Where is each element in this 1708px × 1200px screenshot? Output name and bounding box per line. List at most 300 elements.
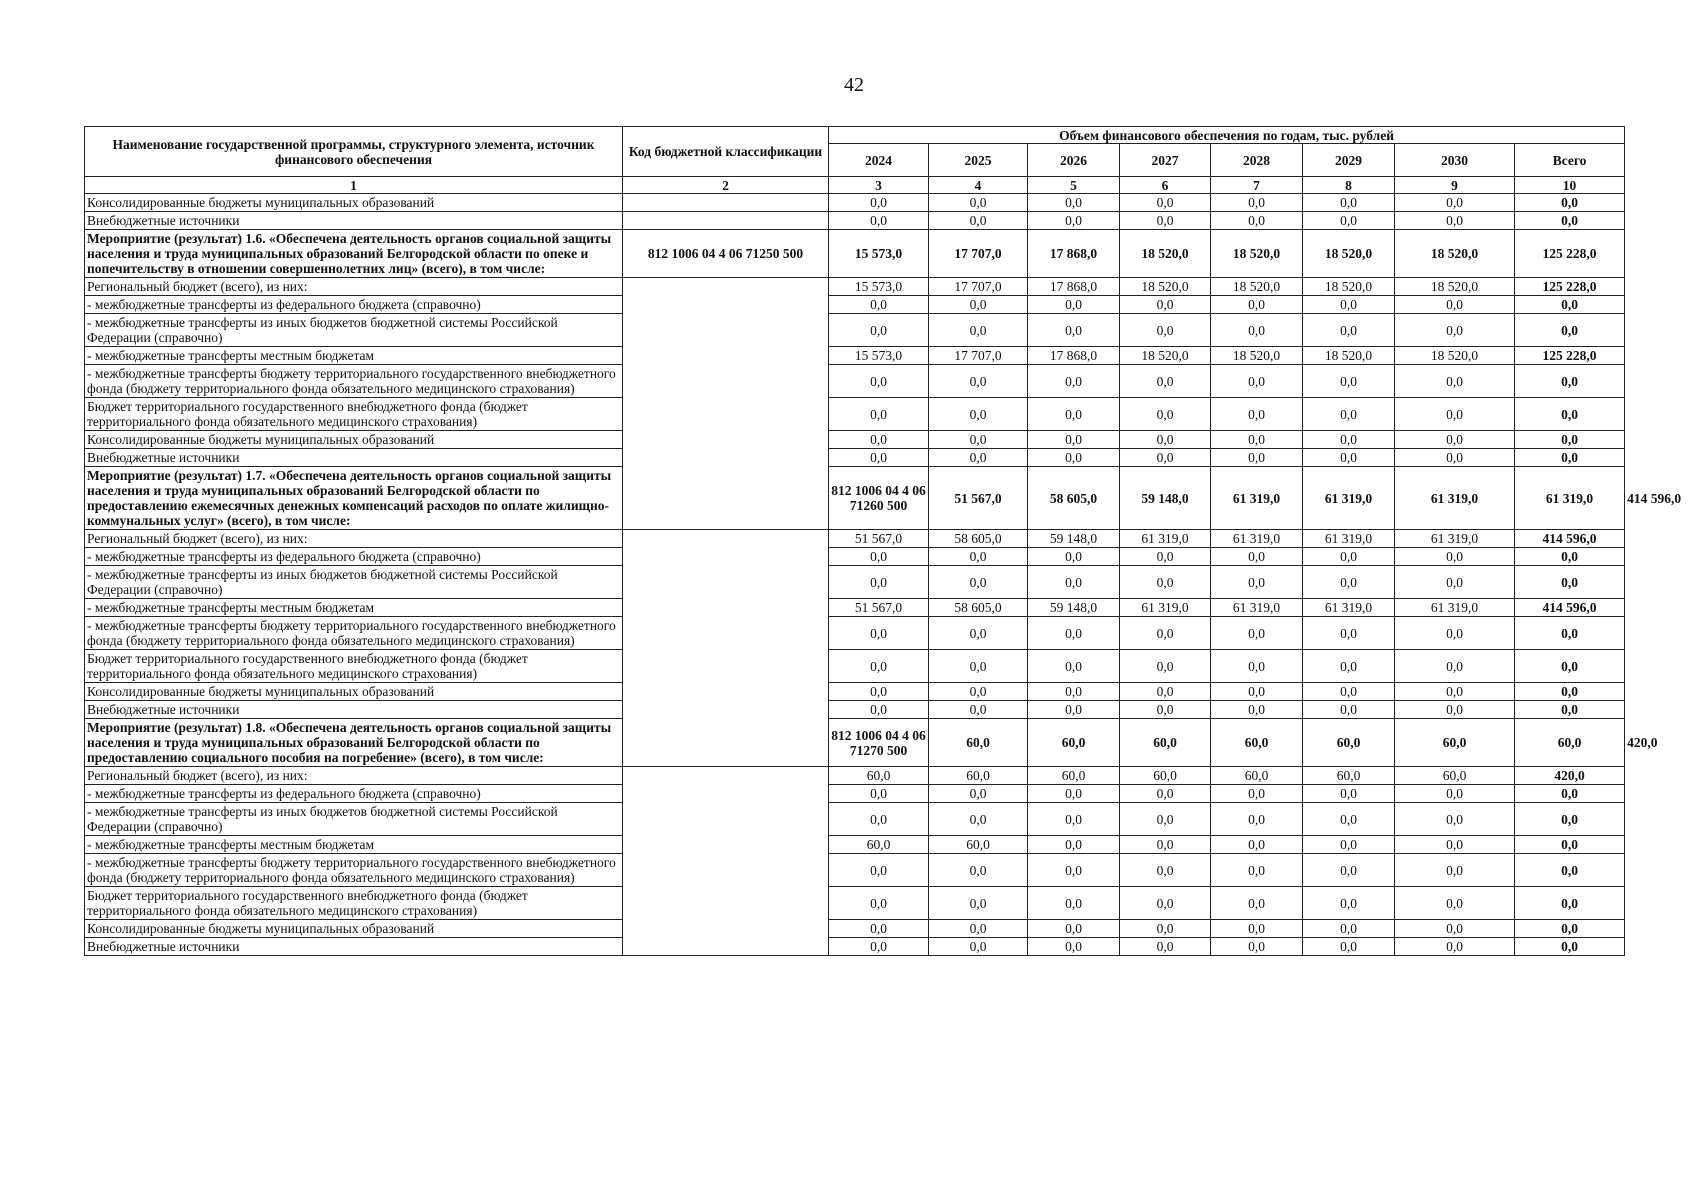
year-value: 61 319,0 xyxy=(1303,530,1395,548)
table-row xyxy=(85,854,1625,887)
year-value: 0,0 xyxy=(1211,617,1303,650)
year-value: 0,0 xyxy=(1120,920,1211,938)
empty-code-cell xyxy=(623,194,829,212)
measure-row: Мероприятие (результат) 1.7. «Обеспечена деятельность органов социальной защиты населения и труда муниципальных образований Белгородской области по предоставлению ежемесячных денежных компенсаций расходов по оплате жилищно-коммунальных услуг» (всего), в том числе: 812 1006 04 4 06 71260 500 51 567,0 58 605,0 59 148,0 61 319,0 61 319,0 61 319,0 61 319,0 414 596,0 xyxy=(85,467,1625,530)
year-value: 61 319,0 xyxy=(1120,599,1211,617)
year-value: 60,0 xyxy=(1303,719,1395,767)
table-row xyxy=(85,314,1625,347)
column-index: 6 xyxy=(1120,177,1211,194)
total-value: 125 228,0 xyxy=(1515,230,1625,278)
year-value: 0,0 xyxy=(1211,398,1303,431)
year-value: 0,0 xyxy=(929,566,1028,599)
year-value: 60,0 xyxy=(829,836,929,854)
year-value: 0,0 xyxy=(929,296,1028,314)
year-value: 60,0 xyxy=(1395,767,1515,785)
col-volume-header: Объем финансового обеспечения по годам, тыс. рублей xyxy=(829,127,1625,144)
year-header: 2027 xyxy=(1120,144,1211,177)
row-name: Мероприятие (результат) 1.7. «Обеспечена деятельность органов социальной защиты населения и труда муниципальных образований Белгородской области по предоставлению ежемесячных денежных компенсаций расходов по оплате жилищно-коммунальных услуг» (всего), в том числе: xyxy=(85,467,623,530)
total-value: 125 228,0 xyxy=(1515,278,1625,296)
year-value: 18 520,0 xyxy=(1303,347,1395,365)
column-index: 10 xyxy=(1515,177,1625,194)
year-value: 0,0 xyxy=(929,548,1028,566)
year-value: 0,0 xyxy=(1303,548,1395,566)
year-value: 0,0 xyxy=(929,803,1028,836)
year-value: 0,0 xyxy=(929,938,1028,956)
column-index: 2 xyxy=(623,177,829,194)
year-value: 0,0 xyxy=(1211,566,1303,599)
year-value: 0,0 xyxy=(829,650,929,683)
year-value: 59 148,0 xyxy=(1028,599,1120,617)
table-row xyxy=(85,836,1625,854)
year-value: 0,0 xyxy=(1211,365,1303,398)
row-name: Внебюджетные источники xyxy=(85,938,623,956)
year-value: 51 567,0 xyxy=(829,599,929,617)
year-value: 0,0 xyxy=(1120,683,1211,701)
year-value: 0,0 xyxy=(1028,314,1120,347)
year-value: 0,0 xyxy=(1211,212,1303,230)
year-value: 0,0 xyxy=(1120,701,1211,719)
year-value: 17 707,0 xyxy=(929,278,1028,296)
year-value: 0,0 xyxy=(829,548,929,566)
total-value: 0,0 xyxy=(1515,617,1625,650)
col-name-header: Наименование государственной программы, структурного элемента, источник финансового обеспечения xyxy=(85,127,623,177)
year-value: 0,0 xyxy=(1395,194,1515,212)
year-value: 0,0 xyxy=(929,431,1028,449)
table-body xyxy=(85,194,1682,956)
year-value: 18 520,0 xyxy=(1395,278,1515,296)
year-value: 0,0 xyxy=(1120,431,1211,449)
year-value: 0,0 xyxy=(1395,365,1515,398)
year-value: 60,0 xyxy=(1028,719,1120,767)
total-value: 0,0 xyxy=(1515,449,1625,467)
year-value: 0,0 xyxy=(1120,548,1211,566)
column-index: 7 xyxy=(1211,177,1303,194)
year-value: 60,0 xyxy=(829,767,929,785)
column-index: 5 xyxy=(1028,177,1120,194)
year-value: 15 573,0 xyxy=(829,230,929,278)
year-value: 0,0 xyxy=(1120,296,1211,314)
row-name: Мероприятие (результат) 1.6. «Обеспечена деятельность органов социальной защиты населения и труда муниципальных образований Белгородской области по опеке и попечительству в отношении совершеннолетних лиц» (всего), в том числе: xyxy=(85,230,623,278)
year-value: 51 567,0 xyxy=(929,467,1028,530)
year-value: 18 520,0 xyxy=(1211,278,1303,296)
year-value: 0,0 xyxy=(1395,701,1515,719)
year-value: 0,0 xyxy=(1120,398,1211,431)
table-row xyxy=(85,449,1625,467)
year-value: 0,0 xyxy=(1120,836,1211,854)
table-row xyxy=(85,887,1625,920)
year-value: 0,0 xyxy=(1395,548,1515,566)
year-value: 0,0 xyxy=(1028,854,1120,887)
year-value: 0,0 xyxy=(1028,296,1120,314)
year-value: 0,0 xyxy=(929,854,1028,887)
year-value: 0,0 xyxy=(1120,938,1211,956)
year-header: 2028 xyxy=(1211,144,1303,177)
table-row xyxy=(85,803,1625,836)
year-value: 0,0 xyxy=(1028,785,1120,803)
year-value: 0,0 xyxy=(929,617,1028,650)
year-header: 2024 xyxy=(829,144,929,177)
table-row xyxy=(85,566,1625,599)
page-number: 42 xyxy=(844,74,864,96)
total-value: 0,0 xyxy=(1515,314,1625,347)
year-value: 0,0 xyxy=(929,398,1028,431)
year-value: 0,0 xyxy=(929,920,1028,938)
year-value: 0,0 xyxy=(1211,836,1303,854)
year-header: 2029 xyxy=(1303,144,1395,177)
year-value: 0,0 xyxy=(1303,683,1395,701)
year-value: 15 573,0 xyxy=(829,278,929,296)
empty-code-cell xyxy=(623,278,829,530)
year-value: 61 319,0 xyxy=(1211,530,1303,548)
column-index-row xyxy=(85,177,1625,194)
year-value: 0,0 xyxy=(829,194,929,212)
year-value: 0,0 xyxy=(829,398,929,431)
year-value: 0,0 xyxy=(1028,398,1120,431)
year-value: 0,0 xyxy=(1395,398,1515,431)
row-name: - межбюджетные трансферты местным бюджетам xyxy=(85,599,623,617)
year-value: 0,0 xyxy=(1395,836,1515,854)
row-name: Консолидированные бюджеты муниципальных образований xyxy=(85,920,623,938)
year-value: 60,0 xyxy=(1120,767,1211,785)
row-name: Консолидированные бюджеты муниципальных образований xyxy=(85,194,623,212)
year-value: 0,0 xyxy=(829,803,929,836)
row-name: - межбюджетные трансферты из иных бюджетов бюджетной системы Российской Федерации (справочно) xyxy=(85,803,623,836)
year-value: 0,0 xyxy=(1303,365,1395,398)
year-value: 0,0 xyxy=(1303,617,1395,650)
total-value: 0,0 xyxy=(1515,683,1625,701)
year-value: 60,0 xyxy=(929,767,1028,785)
year-value: 0,0 xyxy=(1211,854,1303,887)
total-value: 0,0 xyxy=(1515,938,1625,956)
year-value: 0,0 xyxy=(829,887,929,920)
year-value: 0,0 xyxy=(1395,566,1515,599)
row-name: Консолидированные бюджеты муниципальных образований xyxy=(85,683,623,701)
year-value: 59 148,0 xyxy=(1120,467,1211,530)
year-value: 58 605,0 xyxy=(929,530,1028,548)
year-value: 17 868,0 xyxy=(1028,230,1120,278)
col-code-header: Код бюджетной классификации xyxy=(623,127,829,177)
year-value: 0,0 xyxy=(1028,212,1120,230)
year-value: 0,0 xyxy=(1395,314,1515,347)
total-value: 414 596,0 xyxy=(1515,599,1625,617)
total-value: 0,0 xyxy=(1515,365,1625,398)
measure-row xyxy=(85,230,1625,278)
year-value: 0,0 xyxy=(1120,194,1211,212)
year-value: 0,0 xyxy=(1303,212,1395,230)
total-value: 0,0 xyxy=(1515,431,1625,449)
year-value: 0,0 xyxy=(1395,854,1515,887)
total-value: 0,0 xyxy=(1515,398,1625,431)
year-value: 0,0 xyxy=(1395,803,1515,836)
year-value: 61 319,0 xyxy=(1211,467,1303,530)
year-value: 0,0 xyxy=(1211,785,1303,803)
year-value: 18 520,0 xyxy=(1395,347,1515,365)
row-name: Внебюджетные источники xyxy=(85,212,623,230)
year-value: 0,0 xyxy=(829,296,929,314)
year-value: 0,0 xyxy=(1303,194,1395,212)
row-name: - межбюджетные трансферты из иных бюджетов бюджетной системы Российской Федерации (справочно) xyxy=(85,566,623,599)
row-name: Консолидированные бюджеты муниципальных образований xyxy=(85,431,623,449)
year-value: 60,0 xyxy=(1395,719,1515,767)
year-value: 61 319,0 xyxy=(1211,599,1303,617)
row-name: - межбюджетные трансферты из федерального бюджета (справочно) xyxy=(85,548,623,566)
row-name: Региональный бюджет (всего), из них: xyxy=(85,278,623,296)
row-name: Региональный бюджет (всего), из них: xyxy=(85,767,623,785)
year-value: 0,0 xyxy=(829,683,929,701)
year-value: 0,0 xyxy=(1395,683,1515,701)
year-value: 0,0 xyxy=(929,887,1028,920)
year-value: 0,0 xyxy=(1211,803,1303,836)
year-value: 0,0 xyxy=(929,701,1028,719)
total-value: 125 228,0 xyxy=(1515,347,1625,365)
total-value: 0,0 xyxy=(1515,296,1625,314)
table-row xyxy=(85,530,1625,548)
table-row xyxy=(85,548,1625,566)
year-value: 0,0 xyxy=(1303,431,1395,449)
row-name: Внебюджетные источники xyxy=(85,449,623,467)
year-value: 61 319,0 xyxy=(1515,467,1625,530)
year-value: 0,0 xyxy=(1395,431,1515,449)
year-value: 58 605,0 xyxy=(1028,467,1120,530)
year-value: 0,0 xyxy=(929,365,1028,398)
year-header: 2025 xyxy=(929,144,1028,177)
year-value: 18 520,0 xyxy=(1211,230,1303,278)
year-value: 0,0 xyxy=(1028,566,1120,599)
year-value: 0,0 xyxy=(1120,449,1211,467)
total-value: 0,0 xyxy=(1515,785,1625,803)
year-value: 0,0 xyxy=(1303,650,1395,683)
year-value: 0,0 xyxy=(1211,650,1303,683)
table-row xyxy=(85,701,1625,719)
year-value: 0,0 xyxy=(829,785,929,803)
column-index: 4 xyxy=(929,177,1028,194)
year-value: 0,0 xyxy=(1028,650,1120,683)
year-value: 18 520,0 xyxy=(1120,230,1211,278)
year-value: 0,0 xyxy=(1303,398,1395,431)
empty-code-cell xyxy=(623,530,829,767)
table-row xyxy=(85,599,1625,617)
row-name: Мероприятие (результат) 1.8. «Обеспечена деятельность органов социальной защиты населения и труда муниципальных образований Белгородской области по предоставлению социального пособия на погребение» (всего), в том числе: xyxy=(85,719,623,767)
year-value: 0,0 xyxy=(1211,431,1303,449)
row-name: Бюджет территориального государственного внебюджетного фонда (бюджет территориального фонда обязательного медицинского страхования) xyxy=(85,887,623,920)
year-value: 0,0 xyxy=(1395,212,1515,230)
year-value: 0,0 xyxy=(1211,683,1303,701)
year-value: 0,0 xyxy=(1120,803,1211,836)
year-value: 17 868,0 xyxy=(1028,278,1120,296)
year-header: 2030 xyxy=(1395,144,1515,177)
year-value: 0,0 xyxy=(1028,194,1120,212)
table-row xyxy=(85,617,1625,650)
year-value: 0,0 xyxy=(1028,449,1120,467)
table-row xyxy=(85,785,1625,803)
year-value: 0,0 xyxy=(1028,836,1120,854)
year-value: 0,0 xyxy=(1395,920,1515,938)
year-value: 0,0 xyxy=(829,449,929,467)
year-value: 60,0 xyxy=(1211,767,1303,785)
year-value: 0,0 xyxy=(1120,617,1211,650)
year-value: 0,0 xyxy=(1211,194,1303,212)
total-value: 0,0 xyxy=(1515,650,1625,683)
year-value: 0,0 xyxy=(1120,566,1211,599)
year-value: 61 319,0 xyxy=(1120,530,1211,548)
year-value: 0,0 xyxy=(1028,920,1120,938)
year-value: 0,0 xyxy=(1120,785,1211,803)
year-value: 0,0 xyxy=(1303,887,1395,920)
total-value: 0,0 xyxy=(1515,836,1625,854)
year-value: 0,0 xyxy=(1303,314,1395,347)
year-value: 0,0 xyxy=(929,212,1028,230)
table-row xyxy=(85,212,1625,230)
year-value: 0,0 xyxy=(1211,548,1303,566)
year-value: 0,0 xyxy=(1395,887,1515,920)
year-value: 58 605,0 xyxy=(929,599,1028,617)
total-value: 420,0 xyxy=(1515,767,1625,785)
year-value: 0,0 xyxy=(829,920,929,938)
year-value: 0,0 xyxy=(1211,296,1303,314)
year-value: 0,0 xyxy=(1395,449,1515,467)
column-index: 1 xyxy=(85,177,623,194)
year-value: 18 520,0 xyxy=(1211,347,1303,365)
year-value: 0,0 xyxy=(1303,785,1395,803)
total-value: 0,0 xyxy=(1515,194,1625,212)
total-value: 0,0 xyxy=(1515,803,1625,836)
year-value: 18 520,0 xyxy=(1120,278,1211,296)
year-value: 61 319,0 xyxy=(1303,599,1395,617)
year-value: 0,0 xyxy=(929,194,1028,212)
year-value: 18 520,0 xyxy=(1303,230,1395,278)
year-header: 2026 xyxy=(1028,144,1120,177)
row-name: - межбюджетные трансферты местным бюджетам xyxy=(85,347,623,365)
total-value: 0,0 xyxy=(1515,212,1625,230)
table-row xyxy=(85,431,1625,449)
year-value: 0,0 xyxy=(1395,650,1515,683)
year-value: 0,0 xyxy=(929,683,1028,701)
empty-code-cell xyxy=(623,212,829,230)
year-value: 18 520,0 xyxy=(1120,347,1211,365)
column-index: 8 xyxy=(1303,177,1395,194)
year-value: 0,0 xyxy=(1028,803,1120,836)
budget-code: 812 1006 04 4 06 71270 500 xyxy=(829,719,929,767)
total-value: 0,0 xyxy=(1515,887,1625,920)
year-value: 0,0 xyxy=(1303,803,1395,836)
year-value: 0,0 xyxy=(1211,938,1303,956)
year-value: 0,0 xyxy=(829,431,929,449)
year-value: 0,0 xyxy=(1120,365,1211,398)
year-value: 0,0 xyxy=(1303,296,1395,314)
year-value: 0,0 xyxy=(1395,938,1515,956)
year-value: 15 573,0 xyxy=(829,347,929,365)
year-value: 0,0 xyxy=(1120,212,1211,230)
table-row xyxy=(85,365,1625,398)
year-value: 60,0 xyxy=(929,836,1028,854)
year-value: 0,0 xyxy=(929,449,1028,467)
year-value: 0,0 xyxy=(1303,938,1395,956)
year-value: 61 319,0 xyxy=(1303,467,1395,530)
year-value: 0,0 xyxy=(1120,314,1211,347)
year-value: 0,0 xyxy=(1028,701,1120,719)
total-value: 414 596,0 xyxy=(1515,530,1625,548)
year-value: 0,0 xyxy=(829,365,929,398)
table-row xyxy=(85,398,1625,431)
table-row xyxy=(85,296,1625,314)
year-value: 17 707,0 xyxy=(929,230,1028,278)
year-value: 18 520,0 xyxy=(1303,278,1395,296)
year-value: 0,0 xyxy=(829,566,929,599)
table-row xyxy=(85,650,1625,683)
year-value: 0,0 xyxy=(1303,836,1395,854)
table-row xyxy=(85,938,1625,956)
year-value: 0,0 xyxy=(1303,701,1395,719)
year-value: 0,0 xyxy=(829,854,929,887)
year-value: 60,0 xyxy=(929,719,1028,767)
total-value: 0,0 xyxy=(1515,548,1625,566)
year-value: 0,0 xyxy=(1028,683,1120,701)
total-value: 0,0 xyxy=(1515,920,1625,938)
budget-table xyxy=(84,126,1682,956)
year-value: 61 319,0 xyxy=(1395,599,1515,617)
table-row xyxy=(85,683,1625,701)
empty-code-cell xyxy=(623,767,829,956)
year-value: 60,0 xyxy=(1211,719,1303,767)
row-name: Бюджет территориального государственного внебюджетного фонда (бюджет территориального фонда обязательного медицинского страхования) xyxy=(85,650,623,683)
measure-row: Мероприятие (результат) 1.8. «Обеспечена деятельность органов социальной защиты населения и труда муниципальных образований Белгородской области по предоставлению социального пособия на погребение» (всего), в том числе: 812 1006 04 4 06 71270 500 60,0 60,0 60,0 60,0 60,0 60,0 60,0 420,0 xyxy=(85,719,1625,767)
budget-code: 812 1006 04 4 06 71260 500 xyxy=(829,467,929,530)
year-value: 0,0 xyxy=(929,314,1028,347)
table-row xyxy=(85,920,1625,938)
year-value: 60,0 xyxy=(1515,719,1625,767)
budget-code: 812 1006 04 4 06 71250 500 xyxy=(623,230,829,278)
year-value: 17 868,0 xyxy=(1028,347,1120,365)
table-row xyxy=(85,278,1625,296)
year-value: 0,0 xyxy=(1303,449,1395,467)
total-value: 0,0 xyxy=(1515,854,1625,887)
year-value: 0,0 xyxy=(929,785,1028,803)
year-value: 0,0 xyxy=(1028,887,1120,920)
year-value: 0,0 xyxy=(1303,854,1395,887)
year-value: 59 148,0 xyxy=(1028,530,1120,548)
year-value: 0,0 xyxy=(1211,920,1303,938)
year-value: 0,0 xyxy=(1120,854,1211,887)
year-value: 0,0 xyxy=(929,650,1028,683)
year-value: 0,0 xyxy=(1028,617,1120,650)
year-value: 0,0 xyxy=(829,701,929,719)
year-value: 0,0 xyxy=(829,314,929,347)
row-name: - межбюджетные трансферты бюджету территориального государственного внебюджетного фонда (бюджету территориального фонда обязательного медицинского страхования) xyxy=(85,617,623,650)
year-value: 61 319,0 xyxy=(1395,530,1515,548)
year-value: 0,0 xyxy=(829,212,929,230)
year-value: 0,0 xyxy=(1120,650,1211,683)
row-name: - межбюджетные трансферты бюджету территориального государственного внебюджетного фонда (бюджету территориального фонда обязательного медицинского страхования) xyxy=(85,365,623,398)
year-value: 0,0 xyxy=(1303,920,1395,938)
year-value: 60,0 xyxy=(1303,767,1395,785)
year-value: 0,0 xyxy=(1211,887,1303,920)
row-name: Бюджет территориального государственного внебюджетного фонда (бюджет территориального фонда обязательного медицинского страхования) xyxy=(85,398,623,431)
year-value: 0,0 xyxy=(1395,785,1515,803)
row-name: Внебюджетные источники xyxy=(85,701,623,719)
row-name: - межбюджетные трансферты местным бюджетам xyxy=(85,836,623,854)
total-value: 0,0 xyxy=(1515,566,1625,599)
year-value: 0,0 xyxy=(1120,887,1211,920)
table-header xyxy=(85,127,1625,194)
year-value: 0,0 xyxy=(1395,296,1515,314)
year-value: 0,0 xyxy=(1211,701,1303,719)
year-value: 0,0 xyxy=(829,938,929,956)
year-value: 0,0 xyxy=(1303,566,1395,599)
year-value: 0,0 xyxy=(1211,449,1303,467)
table-row xyxy=(85,194,1625,212)
row-name: - межбюджетные трансферты бюджету территориального государственного внебюджетного фонда (бюджету территориального фонда обязательного медицинского страхования) xyxy=(85,854,623,887)
row-name: - межбюджетные трансферты из иных бюджетов бюджетной системы Российской Федерации (справочно) xyxy=(85,314,623,347)
